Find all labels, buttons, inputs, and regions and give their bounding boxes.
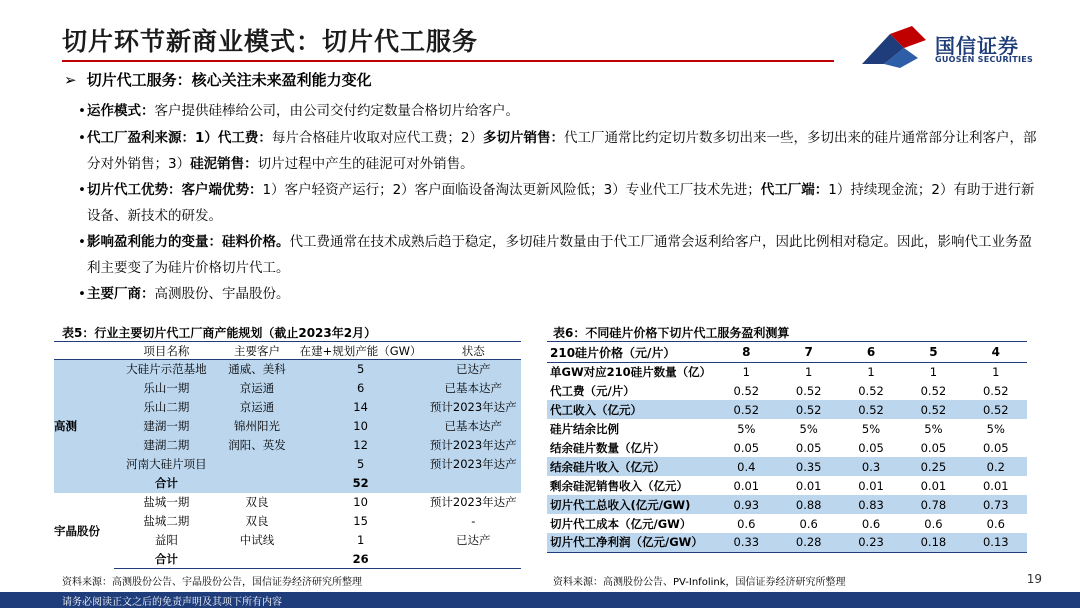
table-cell: 中试线: [218, 531, 295, 550]
table-row: [54, 436, 521, 455]
bullet-bold-text: 切片代工优势：客户端优势：: [87, 182, 263, 198]
table-cell: 预计2023年达产: [426, 493, 521, 512]
table-cell: 0.05: [778, 438, 840, 457]
table-cell: 0.05: [965, 438, 1027, 457]
table-header-cell: 7: [778, 343, 840, 362]
bullet-dot-icon: •: [78, 103, 86, 119]
bullet-dot-icon: •: [78, 182, 86, 198]
table-cell: 预计2023年达产: [426, 455, 521, 474]
table-cell: 1: [902, 362, 964, 381]
row-label: 单GW对应210硅片数量（亿）: [547, 362, 715, 381]
table-row: [54, 531, 521, 550]
table-header-cell: 在建+规划产能（GW）: [296, 343, 426, 360]
table-cell: 0.18: [902, 533, 964, 552]
table-cell: 0.28: [778, 533, 840, 552]
page-title: 切片环节新商业模式：切片代工服务: [62, 27, 479, 56]
table-cell: 通威、美科: [218, 360, 295, 379]
bullet-bold-text: 运作模式：: [87, 103, 155, 119]
table-cell: 预计2023年达产: [426, 436, 521, 455]
table-cell: 14: [296, 398, 426, 417]
title-underline: [62, 60, 834, 62]
table-cell: 15: [296, 512, 426, 531]
table-header-cell: 主要客户: [218, 343, 295, 360]
footer-bar: [0, 592, 1080, 608]
row-label: 结余硅片收入（亿元）: [547, 457, 715, 476]
row-label: 代工收入（亿元）: [547, 400, 715, 419]
bullet-bold-text: 代工厂盈利来源：1）代工费：: [87, 130, 272, 146]
table-cell: 1: [715, 362, 777, 381]
table-header-cell: 6: [840, 343, 902, 362]
bullet-bold-text: 影响盈利能力的变量：硅料价格。: [87, 234, 290, 250]
table-row: [54, 455, 521, 474]
table-cell: 0.78: [902, 495, 964, 514]
table-row: [54, 417, 521, 436]
row-label: 切片代工总收入(亿元/GW): [547, 495, 715, 514]
table-row: [547, 476, 1027, 495]
table-cell: 建湖一期: [114, 417, 218, 436]
table-cell: 0.05: [715, 438, 777, 457]
table-cell: 京运通: [218, 398, 295, 417]
bullet-text: 切片过程中产生的硅泥可对外销售。: [257, 156, 474, 172]
row-label: 剩余硅泥销售收入（亿元）: [547, 476, 715, 495]
table-cell: 5%: [965, 419, 1027, 438]
row-label: 切片代工成本（亿元/GW）: [547, 514, 715, 533]
table-cell: 0.52: [840, 381, 902, 400]
table5-caption-rule: [54, 341, 521, 342]
table-cell: 已基本达产: [426, 379, 521, 398]
table-cell: 0.6: [840, 514, 902, 533]
bullet-item: [78, 125, 1038, 177]
table-header-row: [54, 343, 521, 360]
table-cell: 0.6: [715, 514, 777, 533]
table5-caption: 表5：行业主要切片代工厂商产能规划（截止2023年2月）: [62, 326, 377, 340]
table-header-cell: 4: [965, 343, 1027, 362]
table-cell: 0.01: [965, 476, 1027, 495]
total-label: 合计: [114, 550, 218, 569]
table-cell: 10: [296, 417, 426, 436]
table-cell: 5%: [778, 419, 840, 438]
arrow-bullet-icon: ➢: [64, 71, 77, 89]
table-cell: 0.52: [902, 381, 964, 400]
table6: [547, 343, 1027, 553]
table-cell: 盐城二期: [114, 512, 218, 531]
guosen-logo-mark-icon: [860, 24, 930, 70]
table-cell: 0.4: [715, 457, 777, 476]
table-row: [547, 438, 1027, 457]
table-cell: 0.33: [715, 533, 777, 552]
table-cell: 建湖二期: [114, 436, 218, 455]
table-cell: 0.2: [965, 457, 1027, 476]
table5-source: 资料来源：高测股份公告、宇晶股份公告，国信证券经济研究所整理: [62, 577, 362, 588]
table-cell: 5: [296, 360, 426, 379]
bullet-text: 代工费通常在技术成熟后趋于稳定，多切硅片数量由于代工厂通常会返利给客户，因此比例相对稳定。因此，影响代工业务盈利主要变了为硅片价格切片代工。: [87, 234, 1032, 276]
bullet-item: [78, 98, 1038, 124]
bullet-text: 1）持续现金流；2）有助于进行新设备、新技术的研发。: [87, 182, 1035, 224]
table-cell: 双良: [218, 493, 295, 512]
table-row: [547, 495, 1027, 514]
table-cell: 0.6: [902, 514, 964, 533]
group-label: 高测: [54, 360, 114, 493]
table-cell: 0.25: [902, 457, 964, 476]
row-label: 切片代工净利润（亿元/GW）: [547, 533, 715, 552]
logo-chinese-name: 国信证券: [935, 34, 1019, 58]
section-heading: [64, 69, 372, 90]
table-cell: 1: [965, 362, 1027, 381]
table-cell: 0.01: [715, 476, 777, 495]
table-cell: 0.05: [840, 438, 902, 457]
table-row: [54, 493, 521, 512]
table-row: [54, 379, 521, 398]
table-cell: 10: [296, 493, 426, 512]
table-cell: 0.52: [902, 400, 964, 419]
total-value: 26: [296, 550, 426, 569]
table-cell: 0.01: [840, 476, 902, 495]
bullet-text: 1）客户轻资产运行；2）客户面临设备淘汰更新风险低；3）专业代工厂技术先进；: [262, 182, 761, 198]
bullet-bold-text: 主要厂商：: [87, 286, 155, 302]
bullet-bold-text: 代工厂端：: [760, 182, 829, 198]
table-cell: 河南大硅片项目: [114, 455, 218, 474]
bullet-text: 高测股份、宇晶股份。: [154, 286, 290, 302]
bullet-bold-text: 多切片销售：: [483, 130, 564, 146]
table-cell: 0.93: [715, 495, 777, 514]
row-label: 结余硅片数量（亿片）: [547, 438, 715, 457]
table6-caption-rule: [547, 341, 1027, 342]
table-row: [547, 533, 1027, 552]
table-cell: 已基本达产: [426, 417, 521, 436]
table-cell: 5%: [840, 419, 902, 438]
bullet-text: 代工厂通常比约定切片数多切出来一些，多切出来的硅片通常部分让利客户，部分对外销售；3）: [87, 130, 1037, 172]
bullet-dot-icon: •: [78, 130, 86, 146]
table-cell: 0.23: [840, 533, 902, 552]
table-row: [547, 457, 1027, 476]
logo-english-name: GUOSEN SECURITIES: [935, 55, 1034, 64]
bullet-item: [78, 177, 1038, 229]
table-cell: [218, 455, 295, 474]
table-row: [547, 381, 1027, 400]
table-header-cell: 状态: [426, 343, 521, 360]
bullet-text: 每片合格硅片收取对应代工费；2）: [271, 130, 483, 146]
table-cell: 0.01: [902, 476, 964, 495]
table-cell: 5%: [902, 419, 964, 438]
table6-source: 资料来源：高测股份公告、PV-Infolink，国信证券经济研究所整理: [553, 577, 846, 588]
guosen-logo: [860, 24, 1050, 70]
table-cell: 12: [296, 436, 426, 455]
bullet-item: [78, 281, 1038, 307]
page-number: 19: [1026, 572, 1042, 586]
table-cell: 已达产: [426, 360, 521, 379]
table-cell: -: [426, 512, 521, 531]
table-cell: 1: [778, 362, 840, 381]
row-label: 代工费（元/片）: [547, 381, 715, 400]
table-row: [547, 514, 1027, 533]
table-total-row: [54, 550, 521, 569]
table-total-row: [54, 474, 521, 493]
table-cell: 0.52: [840, 400, 902, 419]
group-label: 宇晶股份: [54, 493, 114, 569]
table-header-cell: 210硅片价格（元/片）: [547, 343, 715, 362]
table-cell: 0.35: [778, 457, 840, 476]
table-cell: 0.52: [778, 400, 840, 419]
table-cell: 大硅片示范基地: [114, 360, 218, 379]
table-cell: 0.83: [840, 495, 902, 514]
table-cell: 0.52: [715, 381, 777, 400]
footer-disclaimer: 请务必阅读正文之后的免责声明及其项下所有内容: [62, 597, 282, 608]
table-cell: 双良: [218, 512, 295, 531]
table-cell: 1: [840, 362, 902, 381]
total-label: 合计: [114, 474, 218, 493]
table-cell: 0.13: [965, 533, 1027, 552]
table-cell: 锦州阳光: [218, 417, 295, 436]
bullet-item: [78, 229, 1038, 281]
bullet-bold-text: 硅泥销售：: [190, 156, 258, 172]
table-header-cell: 项目名称: [114, 343, 218, 360]
table-row: [547, 419, 1027, 438]
table-cell: 乐山二期: [114, 398, 218, 417]
bullet-list: [78, 98, 1038, 307]
table-cell: 0.05: [902, 438, 964, 457]
table-cell: 0.52: [778, 381, 840, 400]
table-header-cell: 8: [715, 343, 777, 362]
table-cell: 0.6: [965, 514, 1027, 533]
table-row: [54, 360, 521, 379]
table-cell: 0.6: [778, 514, 840, 533]
table5: [54, 343, 521, 569]
table-cell: 6: [296, 379, 426, 398]
bullet-dot-icon: •: [78, 234, 86, 250]
table-header-row: [547, 343, 1027, 362]
table-cell: 润阳、英发: [218, 436, 295, 455]
table-cell: 已达产: [426, 531, 521, 550]
total-value: 52: [296, 474, 426, 493]
table-cell: 盐城一期: [114, 493, 218, 512]
table-cell: 0.52: [965, 381, 1027, 400]
table-cell: 乐山一期: [114, 379, 218, 398]
table-row: [547, 400, 1027, 419]
table-cell: 0.52: [715, 400, 777, 419]
table-cell: 0.88: [778, 495, 840, 514]
section-heading-text: 切片代工服务：核心关注未来盈利能力变化: [86, 71, 372, 89]
table-cell: 0.52: [965, 400, 1027, 419]
bullet-dot-icon: •: [78, 286, 86, 302]
row-label: 硅片结余比例: [547, 419, 715, 438]
table-cell: 0.73: [965, 495, 1027, 514]
table-cell: 0.3: [840, 457, 902, 476]
table-cell: 5: [296, 455, 426, 474]
table-cell: 预计2023年达产: [426, 398, 521, 417]
table-cell: 京运通: [218, 379, 295, 398]
table-cell: 5%: [715, 419, 777, 438]
table-cell: 0.01: [778, 476, 840, 495]
table-header-cell: 5: [902, 343, 964, 362]
table-cell: 1: [296, 531, 426, 550]
table-row: [547, 362, 1027, 381]
table-row: [54, 398, 521, 417]
table-cell: 益阳: [114, 531, 218, 550]
table-row: [54, 512, 521, 531]
bullet-text: 客户提供硅棒给公司，由公司交付约定数量合格切片给客户。: [154, 103, 519, 119]
table6-caption: 表6：不同硅片价格下切片代工服务盈利测算: [553, 326, 790, 340]
